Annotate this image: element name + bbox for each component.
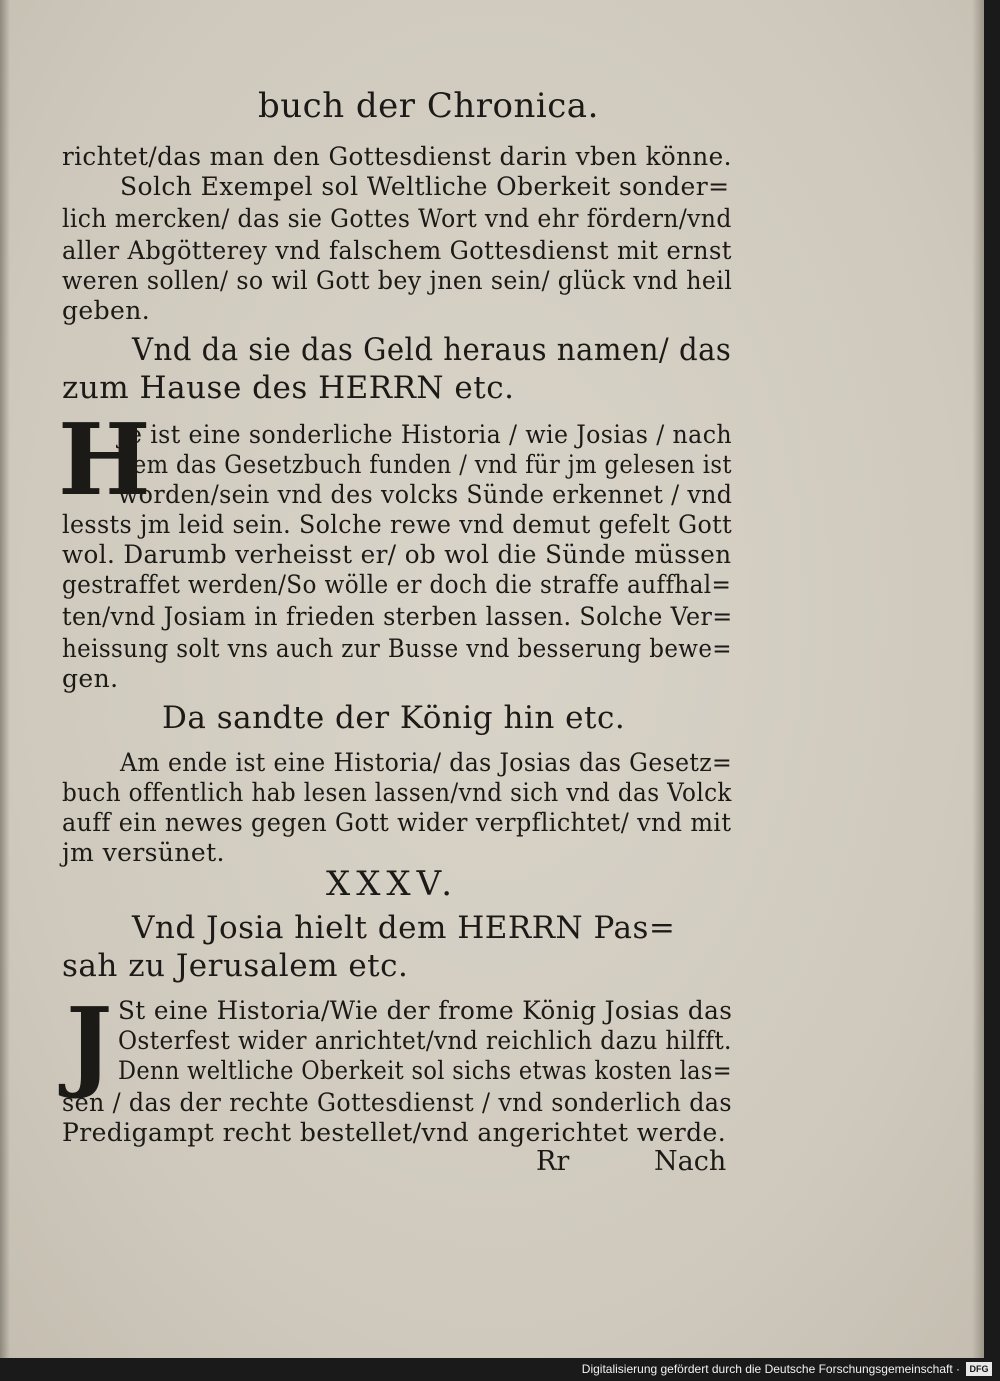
text-line: weren sollen/ so wil Gott bey jnen sein/ glück vnd heil [62, 266, 733, 295]
footer-bar [0, 1358, 1000, 1381]
running-head: buch der Chronica. [258, 86, 599, 126]
section-heading: sah zu Jerusalem etc. [62, 948, 409, 984]
funding-credit: Digitalisierung gefördert durch die Deutsche Forschungsgemeinschaft · [581, 1362, 960, 1376]
text-line: sen / das der rechte Gottesdienst / vnd sonderlich das [62, 1088, 732, 1117]
text-line: Je ist eine sonderliche Historia / wie Josias / nach [118, 420, 732, 449]
text-line: gen. [62, 664, 119, 693]
drop-initial: J [66, 987, 113, 1102]
signature-mark: Rr [536, 1146, 570, 1177]
text-line: Denn weltliche Oberkeit sol sichs etwas kosten las= [118, 1056, 732, 1085]
catchword: Nach [654, 1146, 727, 1177]
text-line: Predigampt recht bestellet/vnd angerichtet werde. [62, 1118, 727, 1147]
dfg-logo: DFG [966, 1362, 992, 1376]
text-line: Solch Exempel sol Weltliche Oberkeit sonder= [120, 172, 730, 201]
text-line: St eine Historia/Wie der frome König Josias das [118, 996, 733, 1025]
drop-initial: H [58, 403, 151, 518]
text-line: Osterfest wider anrichtet/vnd reichlich dazu hilfft. [118, 1026, 732, 1055]
text-line: jm versünet. [62, 838, 225, 867]
text-line: lessts jm leid sein. Solche rewe vnd demut gefelt Gott [62, 510, 733, 539]
text-line: buch offentlich hab lesen lassen/vnd sich vnd das Volck [62, 778, 732, 807]
text-line: aller Abgötterey vnd falschem Gottesdienst mit ernst [62, 236, 732, 265]
section-heading: Da sandte der König hin etc. [162, 700, 626, 736]
section-heading: Vnd Josia hielt dem HERRN Pas= [132, 910, 676, 946]
text-line: geben. [62, 296, 151, 325]
text-line: dem das Gesetzbuch funden / vnd für jm gelesen ist [118, 450, 732, 479]
text-line: lich mercken/ das sie Gottes Wort vnd ehr fördern/vnd [62, 204, 732, 233]
text-line: gestraffet werden/So wölle er doch die straffe auffhal= [62, 570, 732, 599]
chapter-number: XXXV. [326, 864, 459, 904]
section-heading: zum Hause des HERRN etc. [62, 370, 515, 406]
text-line: heissung solt vns auch zur Busse vnd besserung bewe= [62, 634, 732, 663]
text-line: Am ende ist eine Historia/ das Josias das Gesetz= [120, 748, 733, 777]
section-heading: Vnd da sie das Geld heraus namen/ das [132, 332, 732, 368]
text-line: ten/vnd Josiam in frieden sterben lassen. Solche Ver= [62, 602, 733, 631]
text-line: auff ein newes gegen Gott wider verpflichtet/ vnd mit [62, 808, 732, 837]
text-line: richtet/das man den Gottesdienst darin vben könne. [62, 142, 732, 171]
text-line: worden/sein vnd des volcks Sünde erkennet / vnd [118, 480, 733, 509]
text-line: wol. Darumb verheisst er/ ob wol die Sünde müssen [62, 540, 732, 569]
